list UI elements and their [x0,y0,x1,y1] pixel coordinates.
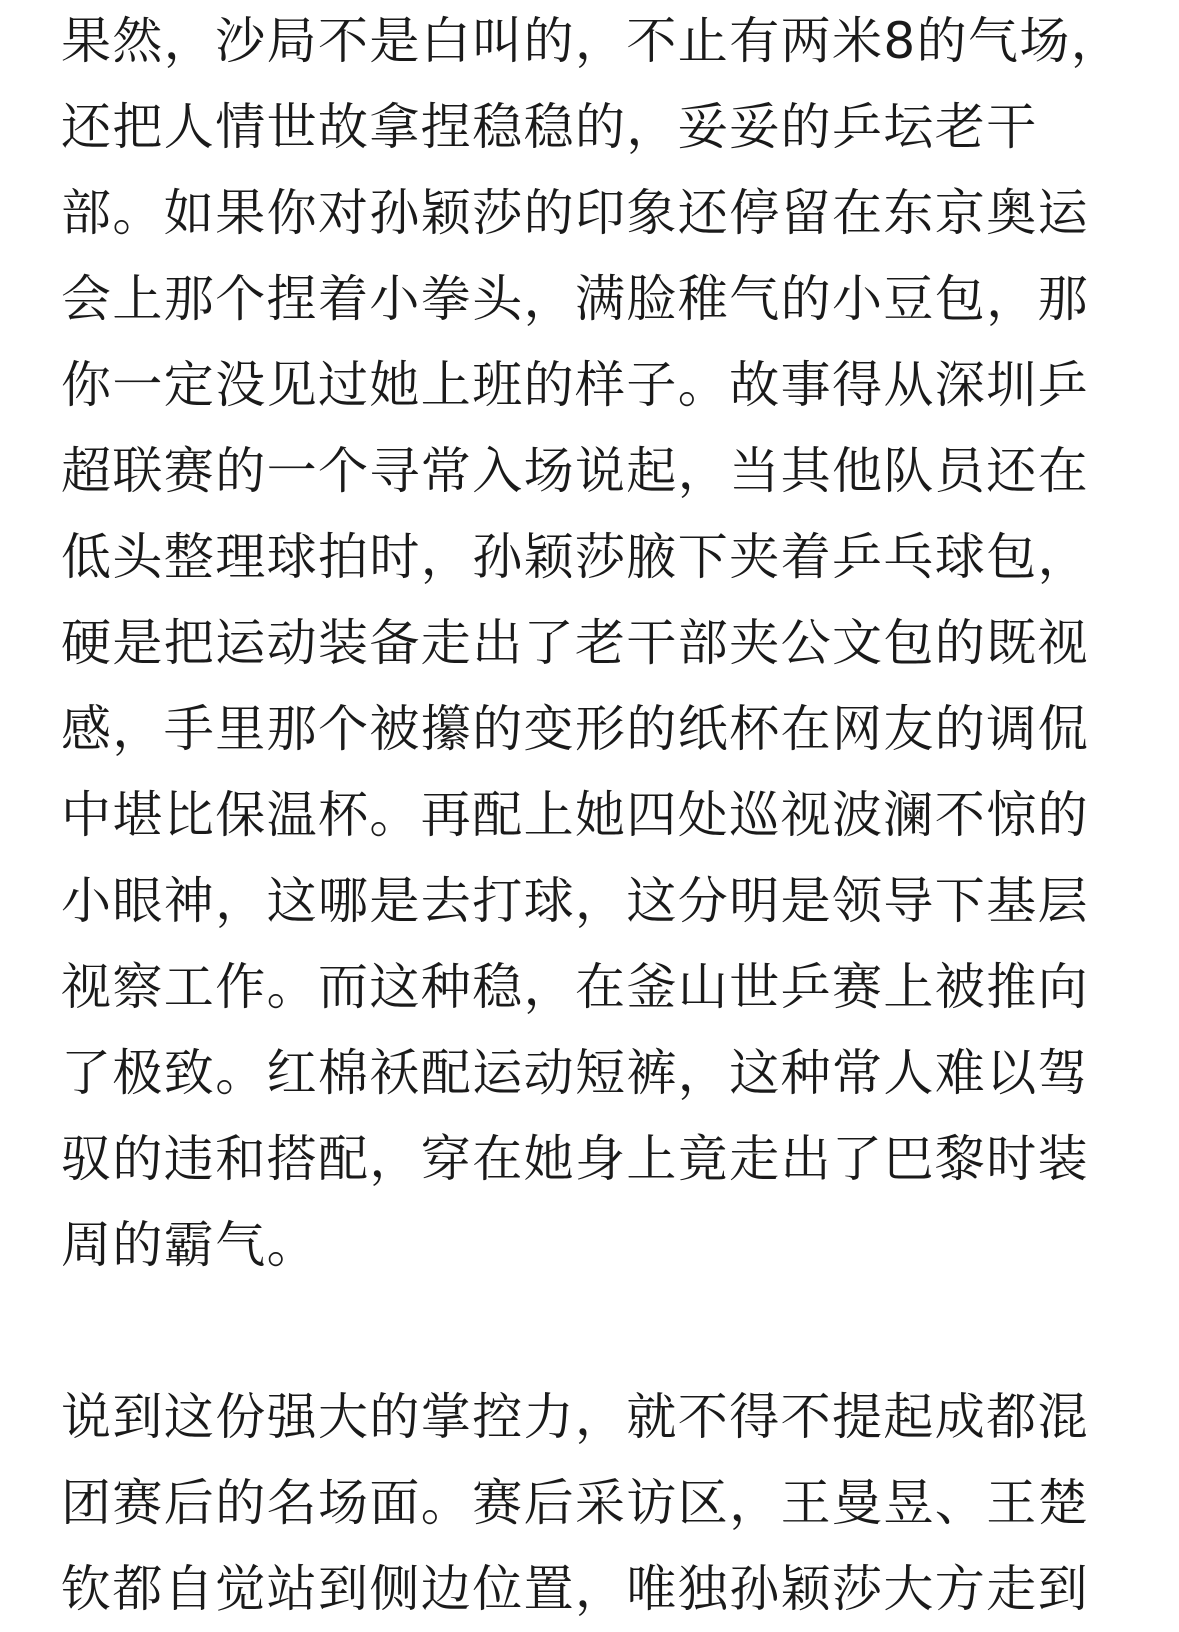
text-line: 部。如果你对孙颖莎的印象还停留在东京奥运 [61,184,1089,242]
text-line: 超联赛的一个寻常入场说起，当其他队员还在 [61,442,1089,500]
text-line: 驭的违和搭配，穿在她身上竟走出了巴黎时装 [61,1130,1089,1188]
text-line: 钦都自觉站到侧边位置，唯独孙颖莎大方走到 [61,1560,1089,1618]
text-line: 硬是把运动装备走出了老干部夹公文包的既视 [61,614,1089,672]
text-line: 还把人情世故拿捏稳稳的，妥妥的乒坛老干 [61,98,1038,156]
text-line: 会上那个捏着小拳头，满脸稚气的小豆包，那 [61,270,1089,328]
paragraph-2 [61,1374,1111,1632]
text-line: 你一定没见过她上班的样子。故事得从深圳乒 [61,356,1089,414]
text-line: 说到这份强大的掌控力，就不得不提起成都混 [61,1388,1089,1446]
text-line: 视察工作。而这种稳，在釜山世乒赛上被推向 [61,958,1089,1016]
text-line: 了极致。红棉袄配运动短裤，这种常人难以驾 [61,1044,1089,1102]
text-line: 团赛后的名场面。赛后采访区，王曼昱、王楚 [61,1474,1089,1532]
text-line: 感，手里那个被攥的变形的纸杯在网友的调侃 [61,700,1089,758]
text-line: 周的霸气。 [61,1216,318,1274]
paragraph-1 [61,0,1123,1288]
article-body [61,0,1123,1632]
paragraph-spacer [61,1288,1111,1374]
text-line: 小眼神，这哪是去打球，这分明是领导下基层 [61,872,1089,930]
text-line: 低头整理球拍时，孙颖莎腋下夹着乒乓球包， [61,528,1089,586]
text-line: 中堪比保温杯。再配上她四处巡视波澜不惊的 [61,786,1089,844]
text-line: 果然，沙局不是白叫的，不止有两米8的气场， [61,12,1123,70]
